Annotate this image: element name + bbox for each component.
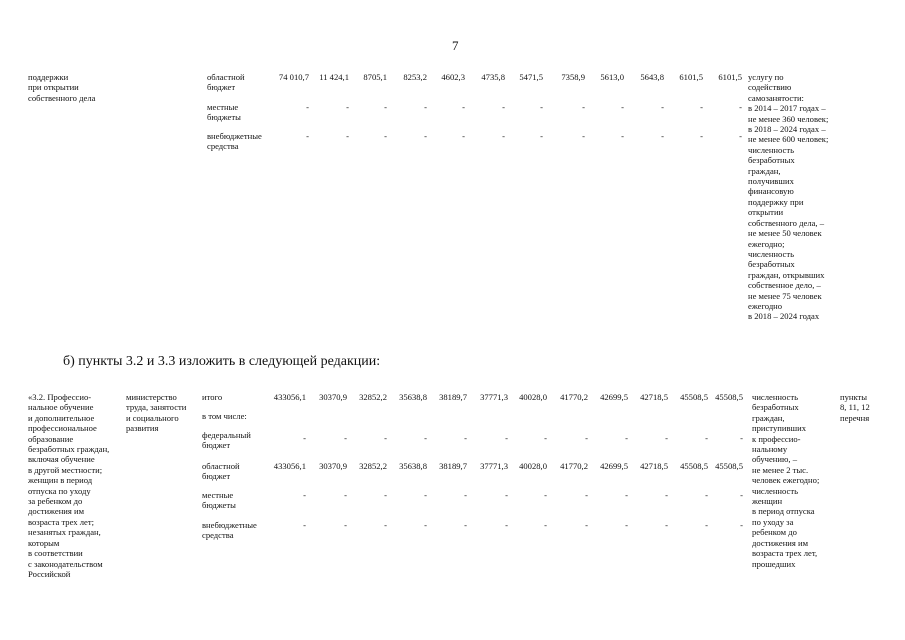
value-cell: - — [346, 131, 349, 141]
value-cell: - — [303, 433, 306, 443]
value-cell: - — [505, 520, 508, 530]
value-cell: - — [384, 131, 387, 141]
value-cell: 5643,8 — [640, 72, 664, 82]
value-cell: - — [424, 520, 427, 530]
value-cell: - — [384, 520, 387, 530]
value-cell: - — [384, 490, 387, 500]
value-cell: 41770,2 — [560, 392, 588, 402]
executor: министерство труда, занятости и социального развития — [126, 392, 187, 434]
value-cell: - — [544, 490, 547, 500]
value-cell: - — [505, 490, 508, 500]
value-cell: - — [544, 433, 547, 443]
value-cell: 6101,5 — [718, 72, 742, 82]
value-cell: - — [582, 131, 585, 141]
value-cell: 30370,9 — [319, 461, 347, 471]
expected-result: численность безработных граждан, приступивших к профессио- нальному обучению, – не менее 2 тыс. человек ежегодно; численность женщин в период отпуска по уходу за ребенком до достижения им возраста трех лет, прошедших — [752, 392, 820, 569]
page-number: 7 — [452, 38, 459, 53]
value-cell: - — [585, 433, 588, 443]
value-cell: 37771,3 — [480, 461, 508, 471]
value-cell: - — [346, 102, 349, 112]
value-cell: - — [502, 131, 505, 141]
value-cell: - — [661, 131, 664, 141]
value-cell: 45508,5 — [715, 461, 743, 471]
value-cell: - — [625, 433, 628, 443]
value-cell: 42718,5 — [640, 461, 668, 471]
value-cell: 42699,5 — [600, 392, 628, 402]
value-cell: - — [464, 490, 467, 500]
value-cell: 4602,3 — [441, 72, 465, 82]
value-cell: - — [540, 102, 543, 112]
value-cell: 30370,9 — [319, 392, 347, 402]
value-cell: - — [621, 102, 624, 112]
value-cell: - — [705, 433, 708, 443]
value-cell: - — [306, 102, 309, 112]
source-label: областной бюджет — [207, 72, 245, 93]
value-cell: 45508,5 — [680, 392, 708, 402]
value-cell: - — [739, 102, 742, 112]
value-cell: 38189,7 — [439, 461, 467, 471]
value-cell: - — [424, 131, 427, 141]
value-cell: - — [303, 520, 306, 530]
value-cell: - — [621, 131, 624, 141]
amendment-heading: б) пункты 3.2 и 3.3 изложить в следующей редакции: — [63, 354, 381, 369]
value-cell: - — [625, 520, 628, 530]
value-cell: - — [505, 433, 508, 443]
value-cell: - — [464, 433, 467, 443]
value-cell: - — [344, 433, 347, 443]
value-cell: 35638,8 — [399, 461, 427, 471]
source-label: федеральный бюджет — [202, 430, 251, 451]
value-cell: 42718,5 — [640, 392, 668, 402]
value-cell: - — [739, 131, 742, 141]
value-cell: - — [585, 490, 588, 500]
program-name: «3.2. Профессио- нальное обучение и дополнительное профессиональное образование безработных граждан, включая обучение в другой местности; женщин в период отпуска по уходу за ребенком до достижения им возраста трех лет; незанятых граждан, которым в соответствии с законодательством Российской — [28, 392, 110, 579]
value-cell: 41770,2 — [560, 461, 588, 471]
source-label: внебюджетные средства — [207, 131, 262, 152]
value-cell: - — [665, 490, 668, 500]
value-cell: 433056,1 — [273, 392, 306, 402]
value-cell: - — [424, 433, 427, 443]
value-cell: - — [306, 131, 309, 141]
value-cell: 32852,2 — [359, 392, 387, 402]
source-label: областной бюджет — [202, 461, 240, 482]
value-cell: 11 424,1 — [319, 72, 349, 82]
value-cell: - — [462, 102, 465, 112]
value-cell: 45508,5 — [715, 392, 743, 402]
reference: пункты 8, 11, 12 перечня — [840, 392, 870, 423]
value-cell: - — [424, 490, 427, 500]
program-name-cont: поддержки при открытии собственного дела — [28, 72, 96, 103]
value-cell: 38189,7 — [439, 392, 467, 402]
value-cell: 7358,9 — [561, 72, 585, 82]
value-cell: - — [462, 131, 465, 141]
value-cell: - — [661, 102, 664, 112]
value-cell: - — [705, 520, 708, 530]
value-cell: 74 010,7 — [278, 72, 309, 82]
value-cell: - — [740, 433, 743, 443]
value-cell: - — [585, 520, 588, 530]
value-cell: 45508,5 — [680, 461, 708, 471]
value-cell: - — [303, 490, 306, 500]
value-cell: - — [544, 520, 547, 530]
value-cell: - — [424, 102, 427, 112]
source-label: в том числе: — [202, 411, 247, 421]
value-cell: - — [700, 131, 703, 141]
value-cell: - — [384, 433, 387, 443]
value-cell: 5471,5 — [519, 72, 543, 82]
value-cell: 5613,0 — [600, 72, 624, 82]
value-cell: - — [464, 520, 467, 530]
value-cell: - — [740, 520, 743, 530]
value-cell: - — [705, 490, 708, 500]
value-cell: - — [540, 131, 543, 141]
value-cell: 42699,5 — [600, 461, 628, 471]
value-cell: - — [740, 490, 743, 500]
value-cell: - — [344, 520, 347, 530]
source-label: итого — [202, 392, 223, 402]
value-cell: 6101,5 — [679, 72, 703, 82]
value-cell: - — [665, 433, 668, 443]
source-label: местные бюджеты — [202, 490, 236, 511]
source-label: местные бюджеты — [207, 102, 241, 123]
source-label: внебюджетные средства — [202, 520, 257, 541]
value-cell: 433056,1 — [273, 461, 306, 471]
value-cell: - — [625, 490, 628, 500]
value-cell: - — [384, 102, 387, 112]
value-cell: 8705,1 — [363, 72, 387, 82]
value-cell: 40028,0 — [519, 461, 547, 471]
value-cell: 40028,0 — [519, 392, 547, 402]
value-cell: 37771,3 — [480, 392, 508, 402]
expected-result: услугу по содействию самозанятости: в 2014 – 2017 годах – не менее 360 человек; в 2018 – 2024 годах – не менее 600 человек; численность безработных граждан, получивших финансовую поддержку при открытии собственного дела, – не менее 50 человек ежегодно; численность безработных граждан, открывших собственное дело, – не менее 75 человек ежегодно в 2018 – 2024 годах — [748, 72, 829, 322]
value-cell: 35638,8 — [399, 392, 427, 402]
value-cell: - — [344, 490, 347, 500]
value-cell: - — [665, 520, 668, 530]
value-cell: - — [582, 102, 585, 112]
value-cell: - — [502, 102, 505, 112]
value-cell: - — [700, 102, 703, 112]
value-cell: 32852,2 — [359, 461, 387, 471]
value-cell: 4735,8 — [481, 72, 505, 82]
value-cell: 8253,2 — [403, 72, 427, 82]
